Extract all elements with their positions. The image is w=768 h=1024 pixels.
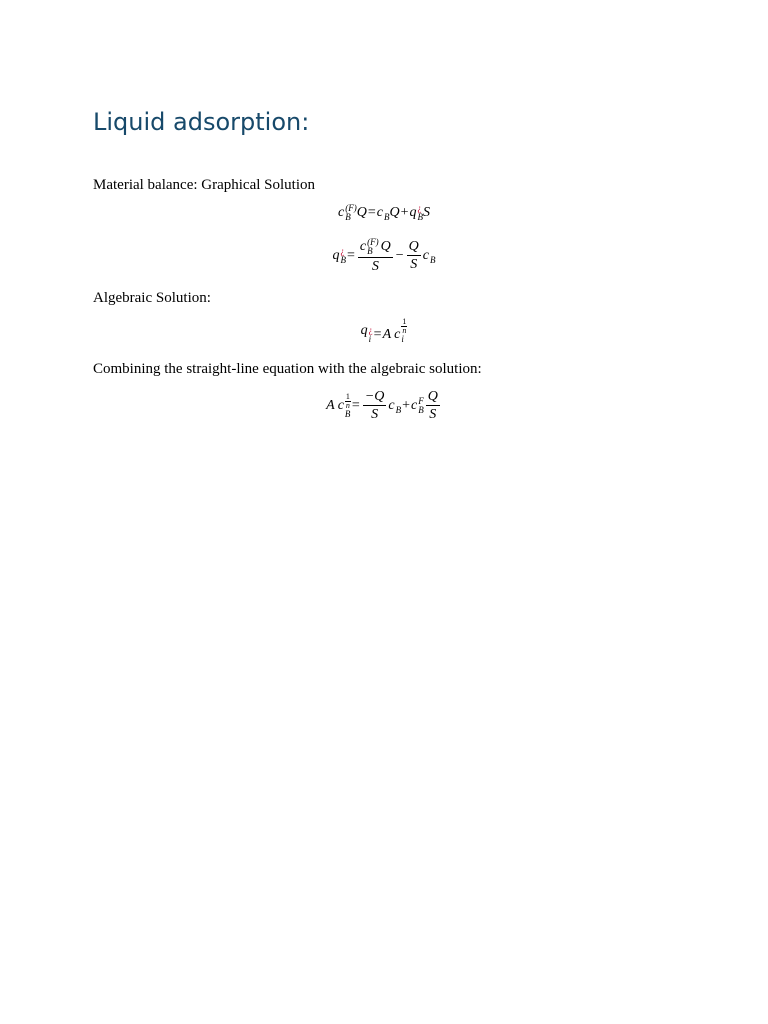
eq3-A: A xyxy=(382,327,392,342)
eq4-exponent-fraction: $\frac{1}{n}$ xyxy=(345,392,350,410)
eq1-sub-B3: B xyxy=(417,212,423,222)
eq1-sup-mark: ¿ xyxy=(417,203,422,213)
eq1-equals: = xyxy=(367,205,376,220)
eq2-fraction-1 xyxy=(358,238,393,274)
eq2-frac1-numerator: c (F) B Q xyxy=(359,237,391,256)
eq1-S: S xyxy=(423,205,430,220)
eq4-c-scripts: $\frac{1}{n}$ B xyxy=(344,392,351,419)
equation-freundlich: q ¿ i = A c $\frac{1}{n}$ i xyxy=(360,317,407,344)
eq3-exponent-fraction: $\frac{1}{n}$ xyxy=(402,317,407,335)
eq3-equals: = xyxy=(373,327,382,342)
eq1-sub-B2: B xyxy=(383,212,390,222)
paragraph-combining: Combining the straight-line equation with the algebraic solution: xyxy=(93,361,482,377)
eq4-plus: + xyxy=(402,398,411,413)
eq4-c: c xyxy=(337,398,344,413)
eq2-frac2-denominator: S xyxy=(410,257,418,272)
eq1-Q2: Q xyxy=(389,205,400,220)
eq4-equals: = xyxy=(351,398,360,413)
eq1-c2: c xyxy=(376,205,383,220)
eq1-c-scripts xyxy=(345,204,357,222)
eq1-c: c xyxy=(338,205,345,220)
equation-combined: A c $\frac{1}{n}$ B = $\frac{-Q}{S}$ c B + c F B $\frac{Q}{S}$ xyxy=(326,389,438,422)
eq4-c3: c xyxy=(411,398,418,413)
equation-material-balance xyxy=(0,204,768,222)
equation-straight-line: q ¿ B = c (F) B Q S − $\frac{Q}{S}$ c B xyxy=(332,237,436,274)
eq3-c: c xyxy=(394,327,401,342)
eq1-Q: Q xyxy=(356,205,367,220)
eq1-sup-F: (F) xyxy=(345,203,357,213)
paragraph-material-balance: Material balance: Graphical Solution xyxy=(93,177,316,193)
paragraph-algebraic-solution: Algebraic Solution: xyxy=(93,290,211,306)
eq1-q: q xyxy=(409,205,417,220)
eq2-frac2-numerator: Q xyxy=(408,239,419,254)
eq2-sub-B: B xyxy=(340,255,346,265)
eq4-A: A xyxy=(326,398,335,413)
eq2-c: c xyxy=(422,248,429,263)
eq4-fraction-1: $\frac{-Q}{S}$ xyxy=(364,389,385,422)
eq3-c-scripts: $\frac{1}{n}$ i xyxy=(401,317,407,344)
eq1-plus: + xyxy=(400,205,409,220)
eq2-sup-mark: ¿ xyxy=(340,246,345,256)
eq2-equals: = xyxy=(347,248,355,263)
eq2-q: q xyxy=(332,248,340,263)
eq4-c2: c xyxy=(388,398,395,413)
page-title: Liquid adsorption: xyxy=(93,108,310,136)
eq2-fraction-2 xyxy=(407,240,421,272)
eq3-q: q xyxy=(360,323,368,338)
eq1-sub-B: B xyxy=(345,212,351,222)
eq2-frac1-denominator: S xyxy=(371,259,379,274)
eq2-minus: − xyxy=(395,248,404,263)
eq2-q-scripts xyxy=(341,247,347,265)
eq4-fraction-2: $\frac{Q}{S}$ xyxy=(427,389,438,422)
